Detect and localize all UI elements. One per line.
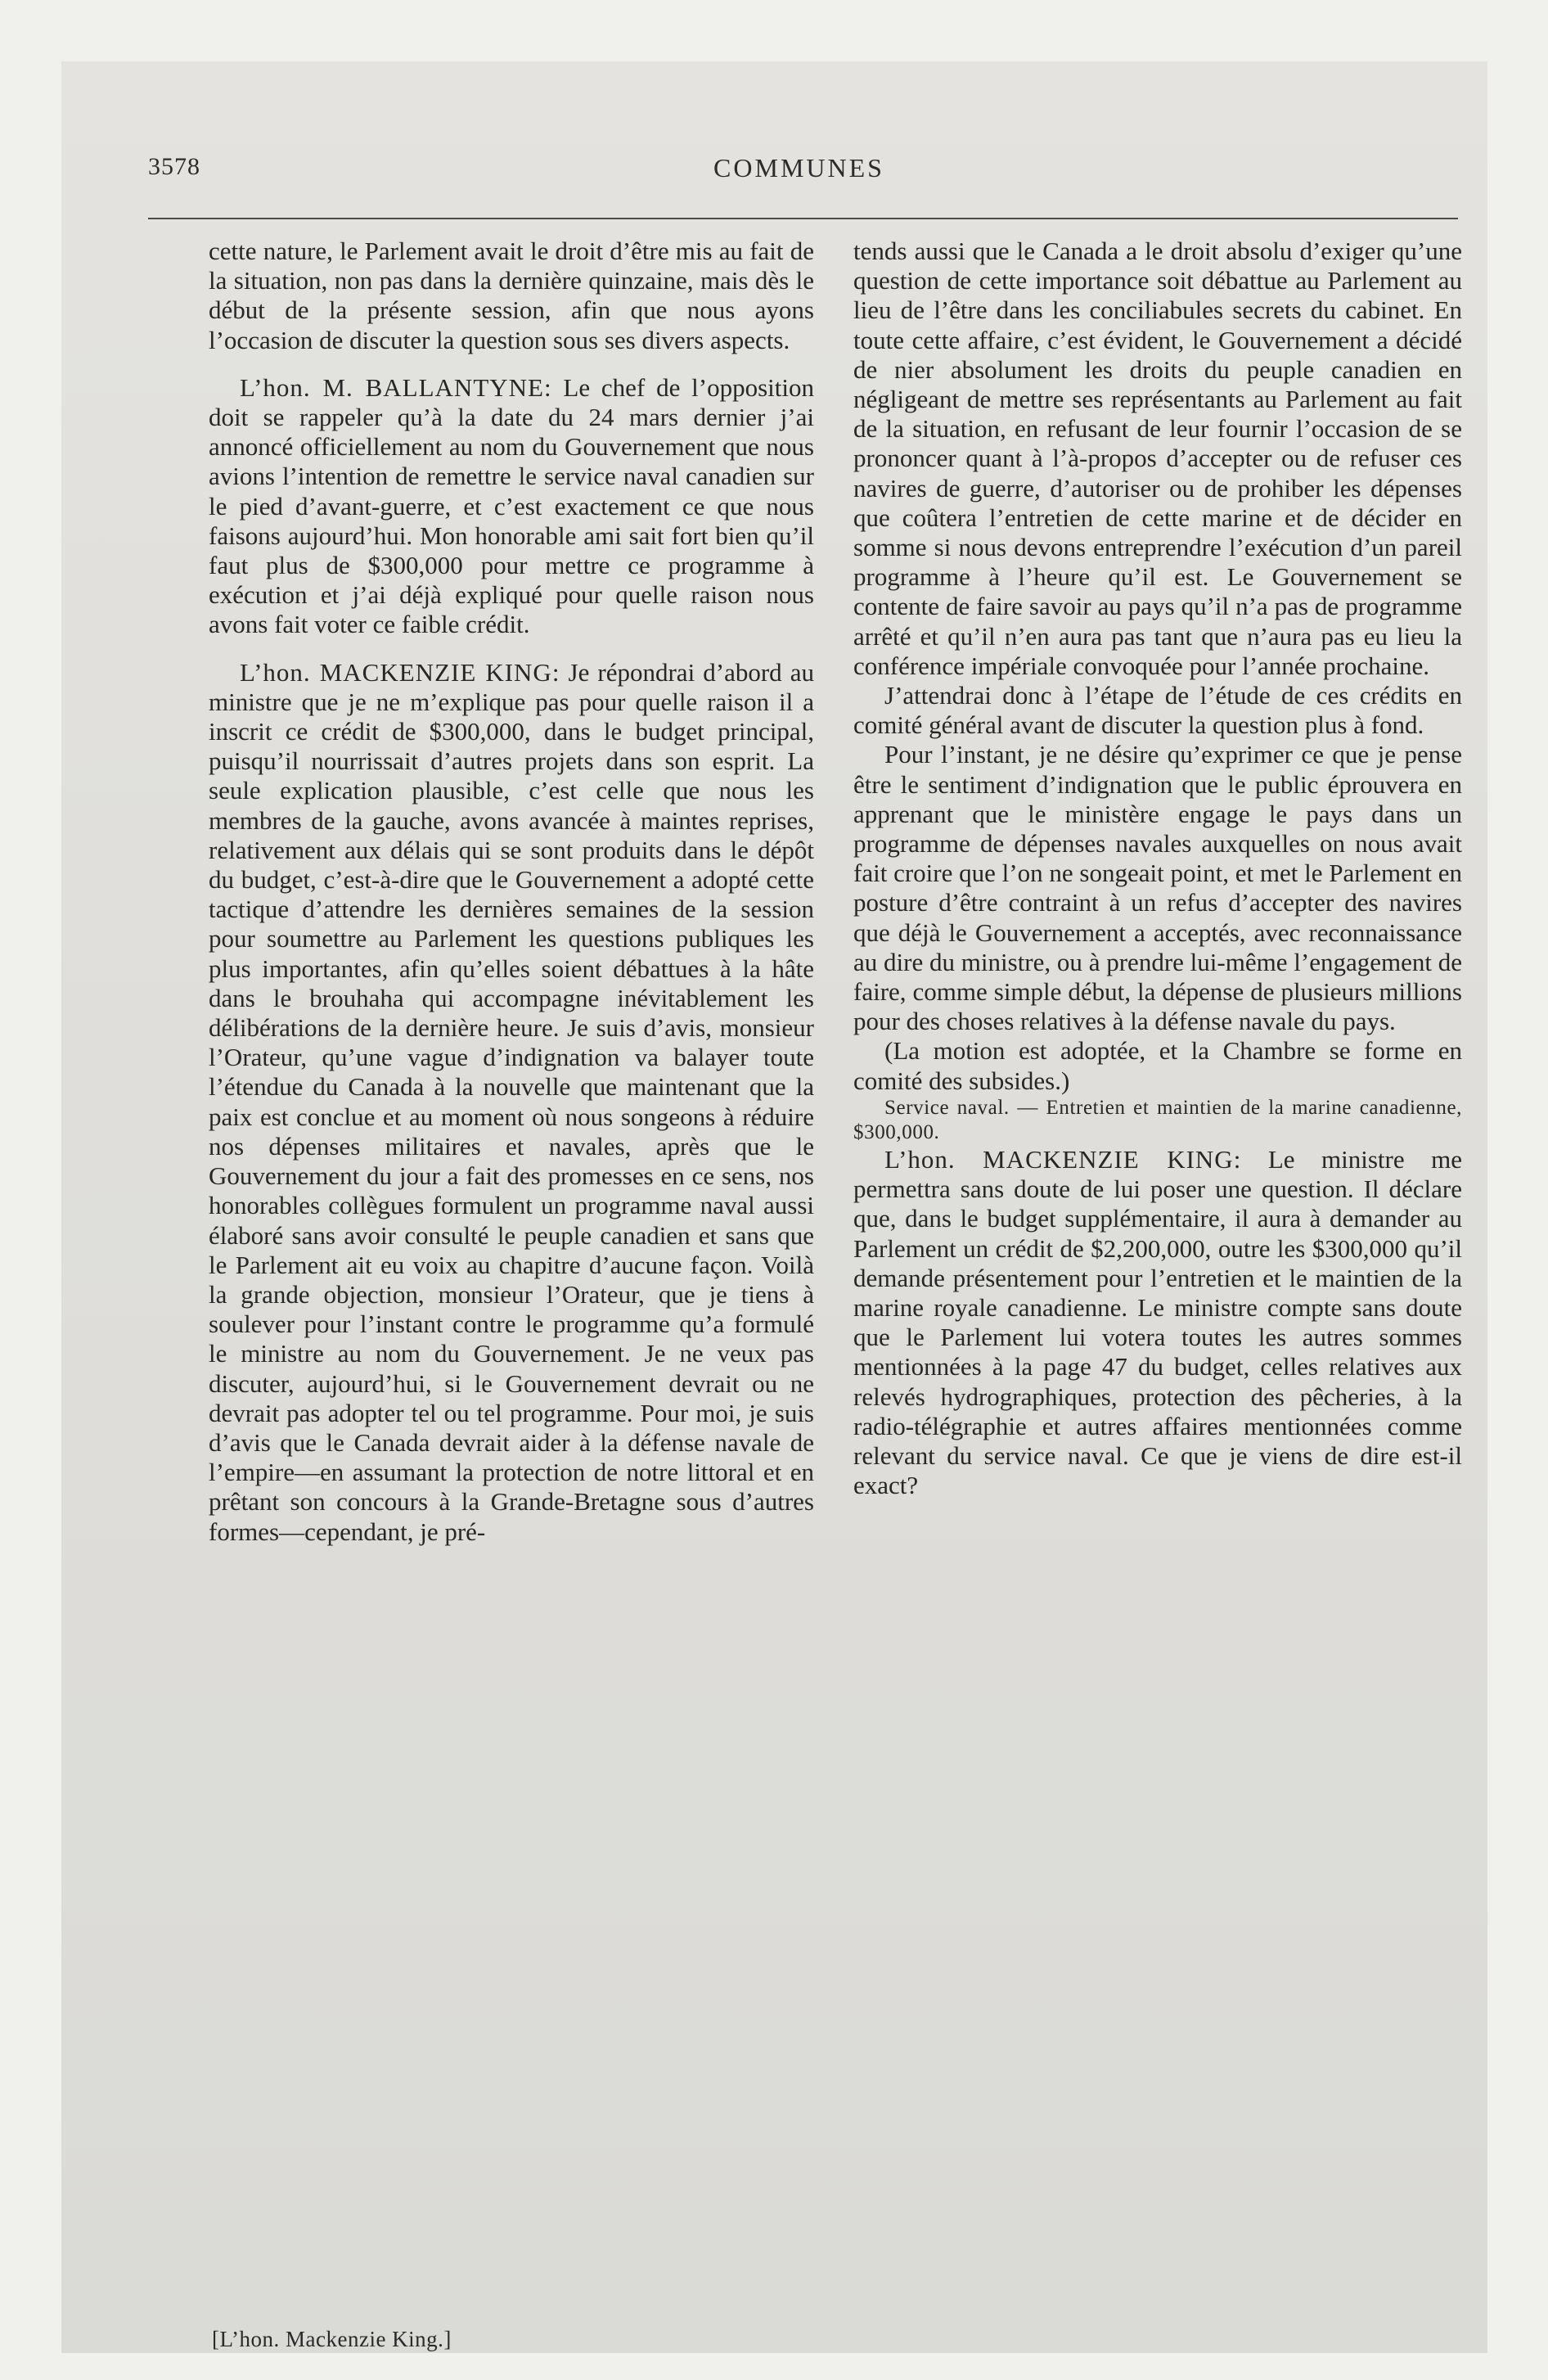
right-paragraph-2: J’attendrai donc à l’étape de l’étude de ces crédits en comité général avant de discuter la question plus à fond. xyxy=(853,681,1462,740)
right-paragraph-1: tends aussi que le Canada a le droit absolu d’exiger qu’une question de cette importance soit débattue au Parlement au lieu de l’être dans les conciliabules secrets du cabinet. En toute cette affaire, c’est évident, le Gouvernement a décidé de nier absolument les droits du peuple canadien en négligeant de mettre ses représentants au Parlement au fait de la situation, en refusant de leur fournir l’occasion de se prononcer quant à l’à-propos d’accepter ou de refuser ces navires de guerre, d’autoriser ou de prohiber les dépenses que coûtera l’entretien de cette marine et de décider en somme si nous devons entreprendre l’exécution d’un pareil programme à l’heure qu’il est. Le Gouvernement se contente de faire savoir au pays qu’il n’a pas de programme arrêté et qu’il n’en aura pas tant que n’aura pas eu lieu la conférence impériale convoquée pour l’année prochaine. xyxy=(853,237,1462,680)
footer-citation: [L’hon. Mackenzie King.] xyxy=(212,2327,452,2351)
right-paragraph-4 xyxy=(853,1145,1462,1500)
left-paragraph-2 xyxy=(209,373,814,640)
ballantyne-speech: Le chef de l’opposition doit se rappeler qu’à la date du 24 mars dernier j’ai annoncé officiellement au nom du Gouvernement que nous avions l’intention de remettre le service naval canadien sur le pied d’avant-guerre, et c’est exactement ce que nous faisons aujourd’hui. Mon honorable ami sait fort bien qu’il faut plus de $300,000 pour mettre ce programme à exécution et j’ai déjà expliqué pour quelle raison nous avons fait voter ce faible crédit. xyxy=(209,372,814,639)
header-rule xyxy=(148,218,1458,219)
running-head: COMMUNES xyxy=(713,153,884,183)
left-paragraph-3 xyxy=(209,658,814,1547)
speaker-mackenzie-king-2: L’hon. MACKENZIE KING: xyxy=(884,1144,1242,1174)
speaker-ballantyne: L’hon. M. BALLANTYNE: xyxy=(240,372,552,402)
scanned-page xyxy=(61,61,1487,2353)
motion-note: (La motion est adoptée, et la Chambre se forme en comité des subsides.) xyxy=(853,1036,1462,1095)
speaker-mackenzie-king: L’hon. MACKENZIE KING: xyxy=(240,657,560,687)
page-header xyxy=(61,153,1487,194)
mackenzie-king-speech: Je répondrai d’abord au ministre que je ne m’explique pas pour quelle raison il a inscrit ce crédit de $300,000, dans le budget principal, puisqu’il nourrissait d’autres projets dans son esprit. La seule explication plausible, c’est celle que nous les membres de la gauche, avons avancée à maintes reprises, relativement aux délais qui se sont produits dans le dépôt du budget, c’est-à-dire que le Gouvernement a adopté cette tactique d’attendre les dernières semaines de la session pour soumettre au Parlement les questions publiques les plus importantes, afin qu’elles soient débattues à la hâte dans le brouhaha qui accompagne inévitablement les délibérations de la dernière heure. Je suis d’avis, monsieur l’Orateur, qu’une vague d’indignation va balayer toute l’étendue du Canada à la nouvelle que maintenant que la paix est conclue et au moment où nous songeons à réduire nos dépenses militaires et navales, après que le Gouvernement du jour a fait des promesses en ce sens, nos honorables collègues formulent un programme naval aussi élaboré sans avoir consulté le peuple canadien et sans que le Parlement ait eu voix au chapitre d’aucune façon. Voilà la grande objection, monsieur l’Orateur, que je tiens à soulever pour l’instant contre le programme qu’a formulé le ministre au nom du Gouvernement. Je ne veux pas discuter, aujourd’hui, si le Gouvernement devrait ou ne devrait pas adopter tel ou tel programme. Pour moi, je suis d’avis que le Canada devrait aider à la défense navale de l’empire—en assumant la protection de notre littoral et en prêtant son concours à la Grande-Bretagne sous d’autres formes—cependant, je pré- xyxy=(209,657,814,1546)
right-paragraph-3: Pour l’instant, je ne désire qu’exprimer ce que je pense être le sentiment d’indignation que le public éprouvera en apprenant que le ministère engage le pays dans un programme de dépenses navales auxquelles on nous avait fait croire que l’on ne songeait point, et met le Parlement en posture d’être contraint à un refus d’accepter des navires que déjà le Gouvernement a acceptés, avec reconnaissance au dire du ministre, ou à prendre lui-même l’engagement de faire, comme simple début, la dépense de plusieurs millions pour des choses relatives à la défense navale du pays. xyxy=(853,740,1462,1036)
mackenzie-king-question: Le ministre me permettra sans doute de lui poser une question. Il déclare que, dans le budget supplémentaire, il aura à demander au Parlement un crédit de $2,200,000, outre les $300,000 qu’il demande présentement pour l’entretien et le maintien de la marine royale canadienne. Le ministre compte sans doute que le Parlement lui votera toutes les autres sommes mentionnées à la page 47 du budget, celles relatives aux relevés hydrographiques, protection des pêcheries, à la radio-télégraphie et autres affaires mentionnées comme relevant du service naval. Ce que je viens de dire est-il exact? xyxy=(853,1144,1462,1500)
left-column xyxy=(209,237,814,1547)
vote-heading: Service naval. — Entretien et maintien de la marine canadienne, $300,000. xyxy=(853,1096,1462,1143)
left-paragraph-1: cette nature, le Parlement avait le droit d’être mis au fait de la situation, non pas dans la dernière quinzaine, mais dès le début de la présente session, afin que nous ayons l’occasion de discuter la question sous ses divers aspects. xyxy=(209,237,814,354)
right-column xyxy=(853,237,1462,1500)
page-number: 3578 xyxy=(148,153,200,180)
